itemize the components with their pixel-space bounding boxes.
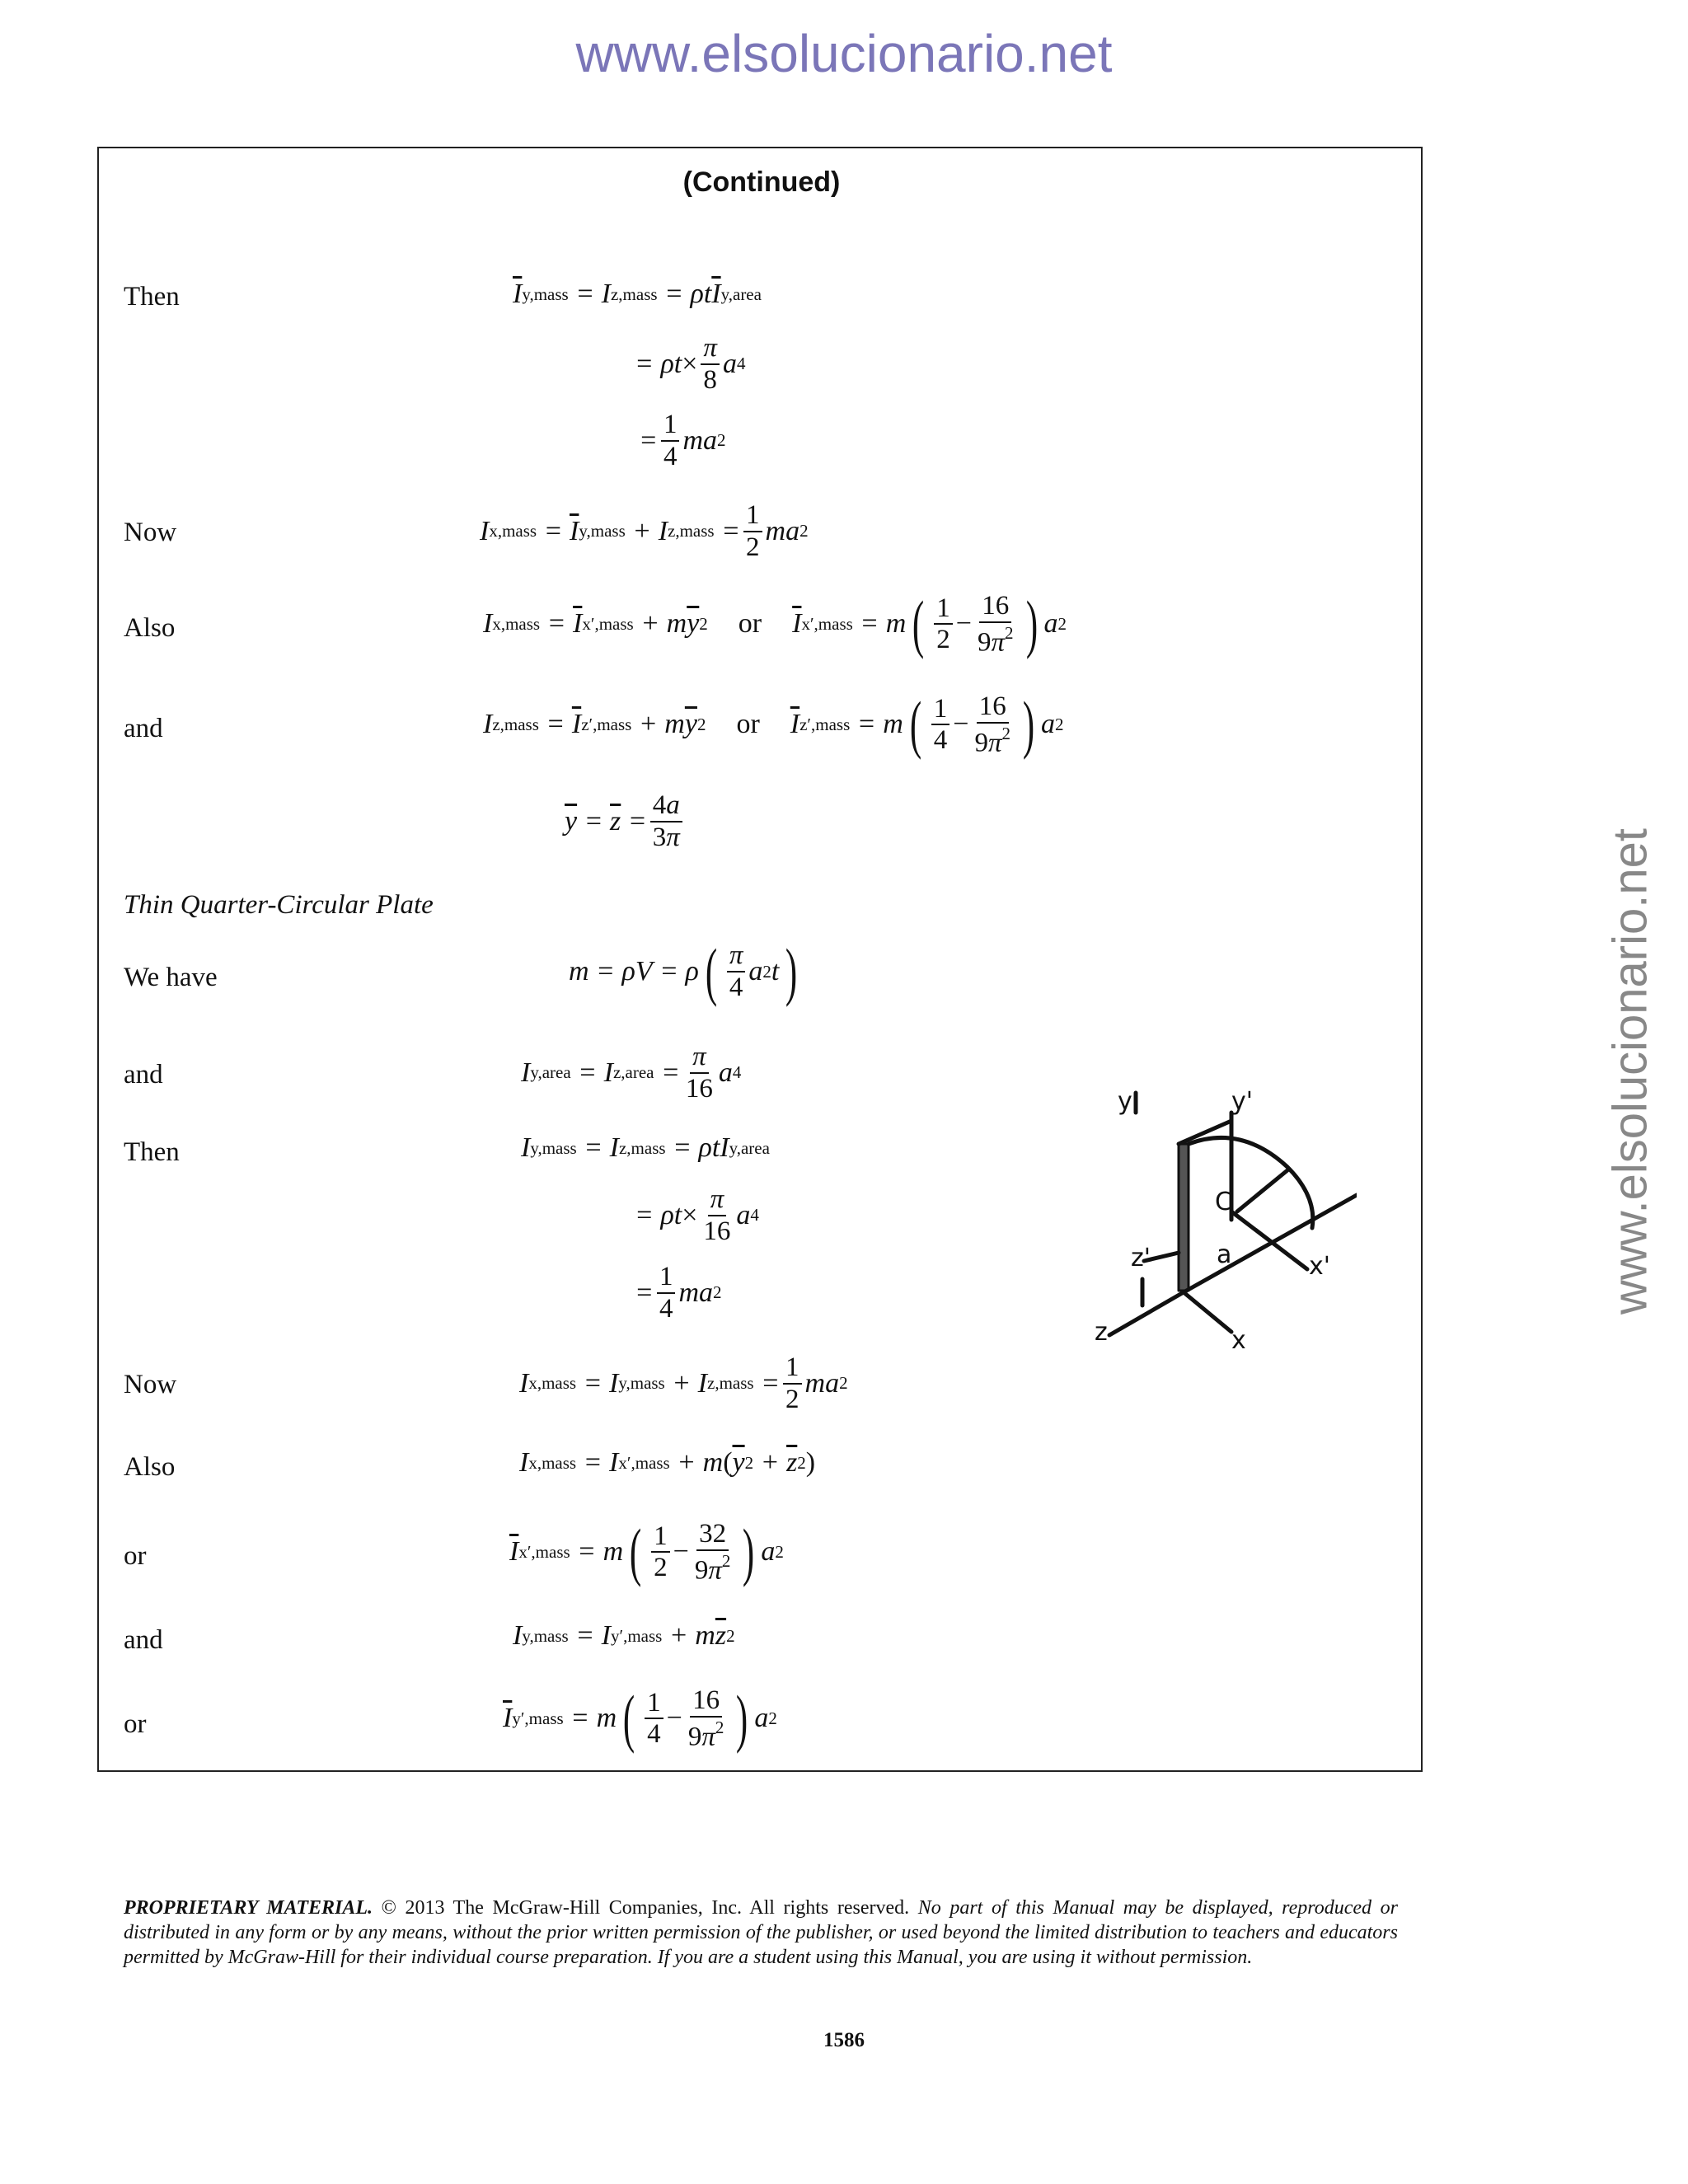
x-axis: [1184, 1292, 1231, 1332]
eq-ix-mass-1: I x,mass = $\overline{I}$ y,mass + I z,mass = $\frac{1}{2}$ ma 2: [480, 500, 809, 562]
eq-quarter-ma2-1: = $\frac{1}{4}$ ma 2: [639, 410, 726, 471]
eq-ix-ybar-zbar: I x,mass = I x′,mass + m ( $\overline{y}$ 2 + $\overline{z}$ 2 ): [519, 1447, 816, 1478]
plate-edge: [1179, 1144, 1189, 1291]
watermark-side: www.elsolucionario.net: [1603, 828, 1658, 1315]
eq-quarter-ma2-2: = $\frac{1}{4}$ ma 2: [635, 1262, 722, 1324]
eq-iy-mass-2: I y,mass = I z,mass = ρtI y,area: [521, 1132, 770, 1163]
notice-bold: PROPRIETARY MATERIAL.: [124, 1897, 373, 1919]
label-x: x: [1231, 1326, 1246, 1352]
quarter-arc: [1189, 1137, 1313, 1228]
watermark-top: www.elsolucionario.net: [575, 24, 1113, 83]
eq-ix-mass-2: I x,mass = I y,mass + I z,mass = $\frac{1}{2}$ ma 2: [519, 1352, 848, 1414]
label-zprime: z': [1131, 1244, 1151, 1272]
label-yprime: y': [1231, 1088, 1254, 1116]
label-we-have: We have: [124, 963, 218, 992]
label-now-2: Now: [124, 1370, 177, 1399]
page-number: 1586: [823, 2029, 865, 2051]
label-y: y: [1118, 1088, 1132, 1116]
eq-ixprime-mass: $\overline{I}$ x′,mass = m ( $\frac{1}{2}$ − $\frac{32}{9\pi^2}$ ) a 2: [509, 1516, 784, 1588]
label-c: C: [1215, 1188, 1232, 1216]
label-or-2: or: [124, 1709, 147, 1739]
label-or-1: or: [124, 1541, 147, 1571]
eq-iy-area: I y,area = I z,area = $\frac{\pi}{16}$ a 4: [521, 1042, 742, 1104]
radius-line: [1237, 1170, 1287, 1212]
proprietary-notice: [124, 1896, 1398, 1970]
continued-heading: (Continued): [682, 166, 841, 198]
section-title: Thin Quarter-Circular Plate: [124, 890, 434, 920]
z-axis: [1109, 1292, 1184, 1335]
label-now-1: Now: [124, 518, 177, 547]
eq-iyprime-mass: $\overline{I}$ y′,mass = m ( $\frac{1}{4}$ − $\frac{16}{9\pi^2}$ ) a 2: [503, 1682, 777, 1755]
solution-frame: [97, 147, 1423, 1772]
eq-iy-zbar: I y,mass = I y′,mass + m $\overline{z}$ 2: [513, 1620, 735, 1651]
label-also-1: Also: [124, 613, 176, 643]
label-and-1: and: [124, 714, 163, 743]
label-then-1: Then: [124, 282, 180, 312]
label-xprime: x': [1309, 1252, 1331, 1281]
eq-rho-t-pi-16: = ρt × $\frac{\pi}{16}$ a 4: [635, 1184, 759, 1246]
notice-italic: No part of this Manual may be displayed, reproduced or distributed in any form or by any means, without the prior written permission of the publisher, or used beyond the limited distribution to teachers and educators permitted by McGraw-Hill for their individual course preparation. If you are a student using this Manual, you are using it without permission.: [124, 1897, 1398, 1968]
label-and-2: and: [124, 1060, 163, 1090]
eq-mass: m = ρV = ρ ( $\frac{\pi}{4}$ a 2 t ): [569, 935, 798, 1007]
eq-iz-parallel-axis: I z,mass = $\overline{I}$ z′,mass + m $\overline{y}$ 2 or $\overline{I}$ z′,mass = m ( $\frac{1}{4}$ − $\frac{16}{9\pi^2}$ ) a 2: [483, 688, 1064, 761]
label-and-3: and: [124, 1625, 163, 1655]
eq-ybar-zbar: $\overline{y}$ = $\overline{z}$ = $\frac{4a}{3\pi}$: [565, 791, 686, 851]
label-then-2: Then: [124, 1137, 180, 1167]
eq-iy-mass-1: $\overline{I}$ y,mass = I z,mass = ρt $\overline{I}$ y,area: [513, 279, 762, 309]
eq-ix-parallel-axis: I x,mass = $\overline{I}$ x′,mass + m $\overline{y}$ 2 or $\overline{I}$ x′,mass = m ( $\frac{1}{2}$ − $\frac{16}{9\pi^2}$ ) a 2: [483, 588, 1067, 660]
quarter-plate-diagram: [1093, 1088, 1357, 1352]
notice-normal: © 2013 The McGraw-Hill Companies, Inc. All rights reserved.: [373, 1897, 918, 1919]
eq-rho-t-pi-8: = ρt × $\frac{\pi}{8}$ a 4: [635, 333, 746, 395]
label-a: a: [1217, 1240, 1232, 1269]
label-z: z: [1095, 1318, 1108, 1347]
label-also-2: Also: [124, 1452, 176, 1482]
base-line: [1184, 1195, 1357, 1292]
